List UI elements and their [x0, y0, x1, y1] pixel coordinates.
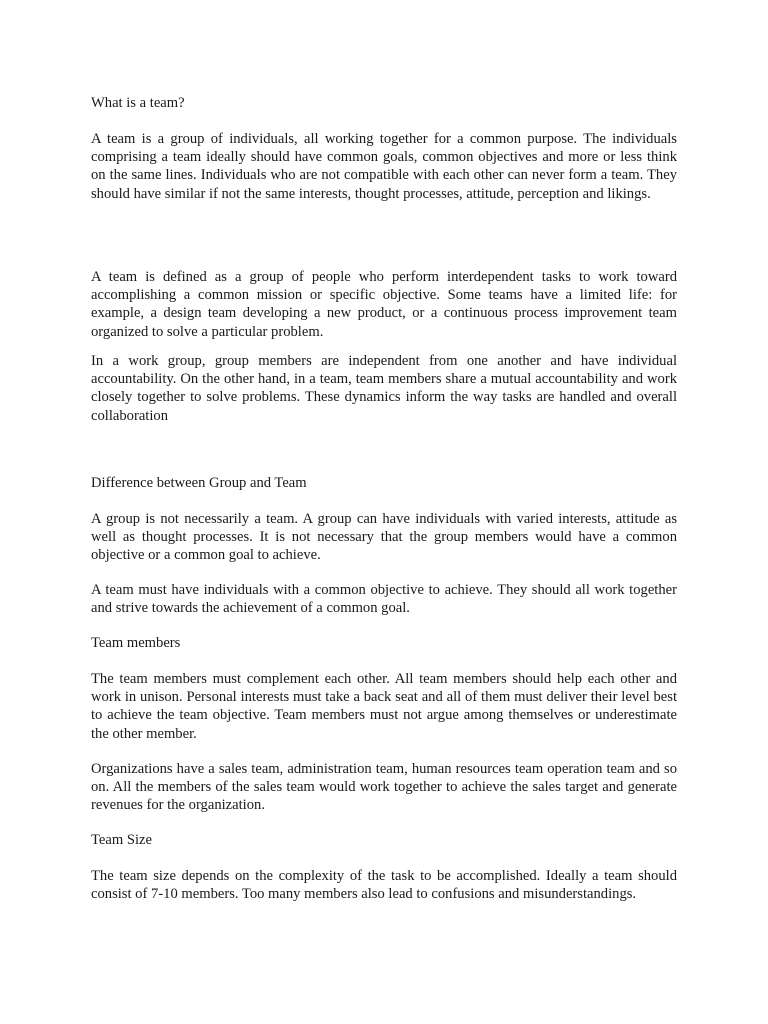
heading-difference-group-team: Difference between Group and Team	[91, 475, 307, 491]
paragraph-team-must: A team must have individuals with a common objective to achieve. They should all work together and strive towards the achievement of a common goal.	[91, 582, 677, 617]
heading-team-size: Team Size	[91, 832, 152, 848]
paragraph-complement: The team members must complement each other. All team members should help each other and work in unison. Personal interests must take a back seat and all of them must deliver their level best to achieve the team objective. Team members must not argue among themselves or underestimate the other member.	[91, 671, 677, 742]
paragraph-interdependent-tasks: A team is defined as a group of people who perform interdependent tasks to work toward accomplishing a common mission or specific objective. Some teams have a limited life: for example, a design team developing a new product, or a continuous process improvement team organized to solve a particular problem.	[91, 269, 677, 340]
paragraph-organizations: Organizations have a sales team, administration team, human resources team operation team and so on. All the members of the sales team would work together to achieve the sales target and generate revenues for the organization.	[91, 761, 677, 814]
paragraph-work-group: In a work group, group members are independent from one another and have individual accountability. On the other hand, in a team, team members share a mutual accountability and work closely together to solve problems. These dynamics inform the way tasks are handled and overall collaboration	[91, 353, 677, 424]
heading-team-members: Team members	[91, 635, 181, 651]
paragraph-team-size: The team size depends on the complexity of the task to be accomplished. Ideally a team should consist of 7-10 members. Too many members also lead to confusions and misunderstandings.	[91, 868, 677, 903]
paragraph-group-not-team: A group is not necessarily a team. A group can have individuals with varied interests, attitude as well as thought processes. It is not necessary that the group members would have a common objective or a common goal to achieve.	[91, 511, 677, 564]
heading-what-is-team: What is a team?	[91, 95, 185, 111]
paragraph-team-definition: A team is a group of individuals, all working together for a common purpose. The individuals comprising a team ideally should have common goals, common objectives and more or less think on the same lines. Individuals who are not compatible with each other can never form a team. They should have similar if not the same interests, thought processes, attitude, perception and likings.	[91, 131, 677, 202]
